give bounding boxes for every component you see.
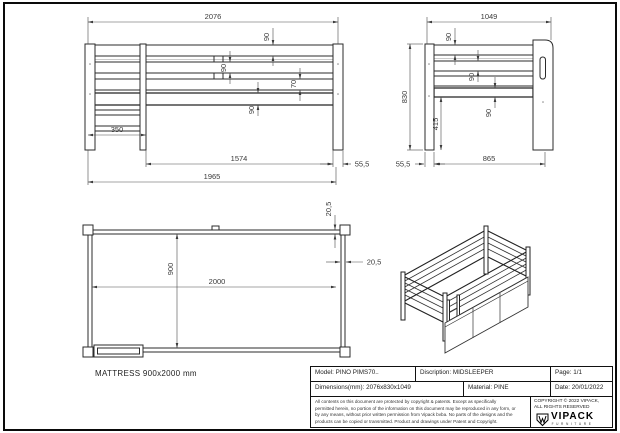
dim-post-depth: 55,5 xyxy=(354,159,370,169)
model-field: Model: PINO PIMS70.. xyxy=(311,367,416,381)
dim-base-rail: 90 xyxy=(247,105,256,115)
material-field: Material: PINE xyxy=(464,382,551,396)
brand-name: VIPACK xyxy=(551,411,595,423)
right-post xyxy=(333,44,343,150)
front-elevation-drawing xyxy=(68,4,380,190)
handle-slot xyxy=(540,57,546,79)
title-block xyxy=(310,366,613,428)
ladder-rail xyxy=(140,44,146,150)
vipack-logo xyxy=(534,412,612,426)
dim-under-clearance: 415 xyxy=(431,117,440,131)
iso-post xyxy=(401,272,405,320)
date-field: Date: 20/01/2022 xyxy=(555,384,604,391)
dim-mattress-width: 900 xyxy=(166,262,175,276)
copyright-line: ALL RIGHTS RESERVED xyxy=(534,405,590,411)
mattress-note: MATTRESS 900x2000 mm xyxy=(95,369,197,378)
dim-inner-length: 1574 xyxy=(230,154,248,163)
dim-total-depth: 1049 xyxy=(480,12,498,21)
dim-side-post-depth: 55,5 xyxy=(395,159,411,169)
dim-inner-depth: 865 xyxy=(482,154,496,163)
side-post xyxy=(425,44,434,150)
dim-frame-length: 1965 xyxy=(203,172,221,181)
side-elevation-drawing xyxy=(383,4,620,190)
copyright-cell xyxy=(531,397,612,427)
copyright-line: COPYRIGHT © 2022 VIPACK, xyxy=(534,399,600,404)
dim-total-height: 830 xyxy=(400,90,409,104)
legal-line: by any means, without prior written permission from Vipack bvba. No parts of the designs and the xyxy=(315,412,513,418)
dim-board-thickness-top: 20,5 xyxy=(324,201,333,217)
brand-subtitle: FURNITURE xyxy=(551,421,594,426)
dim-side-base-rail: 90 xyxy=(484,108,493,118)
corner-post xyxy=(340,347,350,357)
dim-rail-gap: 70 xyxy=(289,79,298,89)
top-view-drawing xyxy=(63,193,393,365)
left-post xyxy=(85,44,95,150)
page-field: Page: 1/1 xyxy=(555,369,582,376)
description-field: Discription: MIDSLEEPER xyxy=(416,367,551,381)
dim-mid-rail: 90 xyxy=(219,63,228,73)
dimensions-field: Dimensions(mm): 2076x830x1049 xyxy=(311,382,464,396)
dim-side-mid-rail: 90 xyxy=(467,72,476,82)
legal-line: All contents on this document are protected by copyright & patents. Except as specifically xyxy=(315,399,497,404)
legal-notice xyxy=(311,397,531,427)
corner-post xyxy=(340,225,350,235)
dim-ladder-width: 350 xyxy=(110,125,124,134)
isometric-view-drawing xyxy=(388,208,618,366)
legal-line: permitted herein, no portion of the information on this document may be reproduced in any form, or xyxy=(315,405,516,411)
dim-board-thickness-side: 20,5 xyxy=(366,257,382,267)
dim-side-top-rail: 90 xyxy=(444,32,453,42)
corner-post xyxy=(83,347,93,357)
iso-post xyxy=(484,226,488,274)
headboard-panel xyxy=(533,40,553,150)
corner-post xyxy=(83,225,93,235)
dim-mattress-length: 2000 xyxy=(208,277,226,286)
dim-top-rail: 90 xyxy=(262,32,271,42)
legal-line: products can be copied or transmitted. Product and drawings under Patent and Copyright. xyxy=(315,418,498,424)
vipack-shield-icon xyxy=(536,413,549,426)
dim-total-width: 2076 xyxy=(204,12,222,21)
